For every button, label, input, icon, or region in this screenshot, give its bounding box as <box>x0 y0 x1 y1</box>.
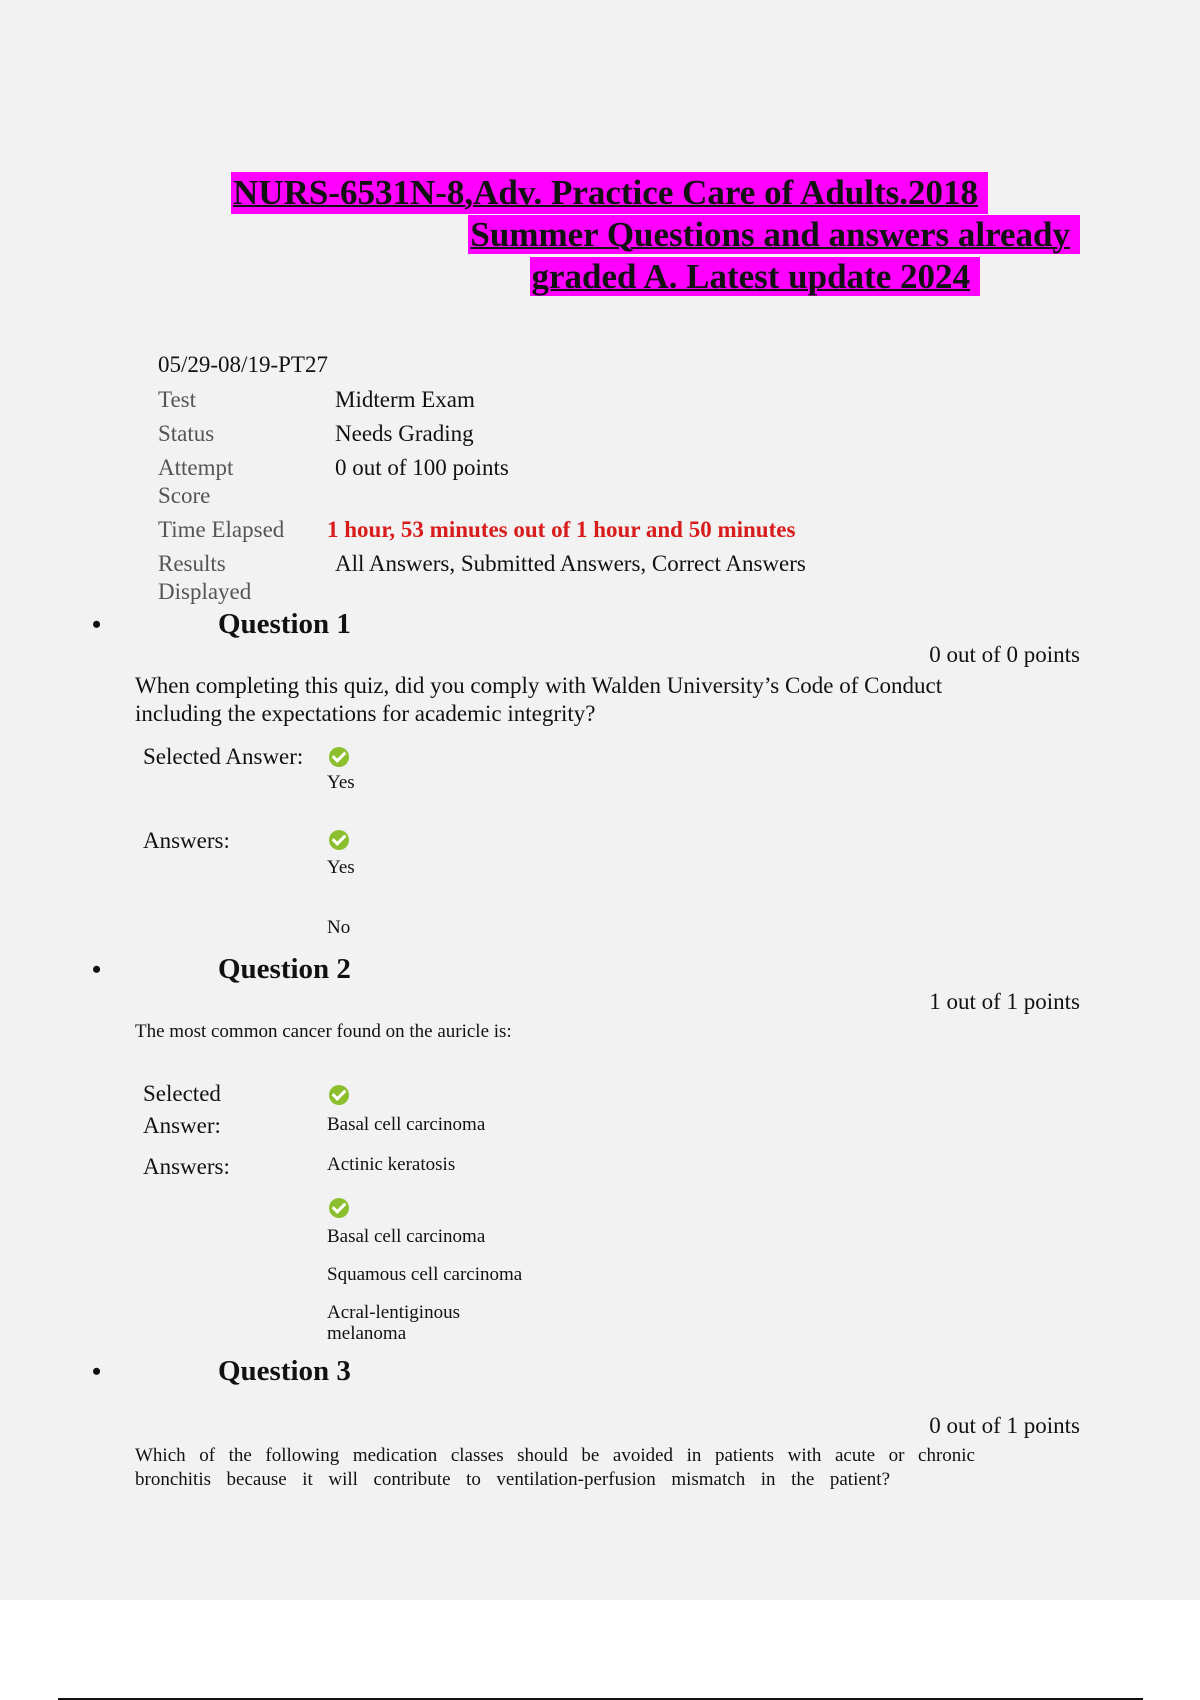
meta-results-label-2: Displayed <box>158 579 252 604</box>
question-1-points: 0 out of 0 points <box>929 642 1080 667</box>
meta-test-label: Test <box>158 387 196 412</box>
q2-selected-answer: Basal cell carcinoma <box>327 1114 486 1135</box>
check-circle-icon <box>329 1085 349 1105</box>
question-1-heading: Question 1 <box>218 608 351 640</box>
bullet-q3: • <box>92 1357 102 1386</box>
title-line-3: graded A. Latest update 2024 <box>530 257 981 296</box>
q2-answer-option-2: Basal cell carcinoma <box>327 1226 486 1247</box>
question-3-text-line-2: bronchitis because it will contribute to ventilation-perfusion mismatch in the patient? <box>135 1469 890 1490</box>
meta-results-value: All Answers, Submitted Answers, Correct Answers <box>335 551 806 576</box>
meta-time-label: Time Elapsed <box>158 517 285 542</box>
title-line-1: NURS-6531N-8,Adv. Practice Care of Adults.2018 <box>231 172 988 214</box>
q2-answer-option-1: Actinic keratosis <box>327 1154 456 1175</box>
meta-status-value: Needs Grading <box>335 421 474 446</box>
document-title <box>180 172 1080 298</box>
question-3-heading: Question 3 <box>218 1355 351 1387</box>
check-circle-icon <box>329 830 349 850</box>
meta-attempt-label-1: Attempt <box>158 455 234 480</box>
check-circle-icon <box>329 747 349 767</box>
q1-selected-answer: Yes <box>327 772 355 793</box>
q1-answer-option-1: Yes <box>327 857 355 878</box>
check-circle-icon <box>329 1198 349 1218</box>
question-3-points: 0 out of 1 points <box>929 1413 1080 1438</box>
q1-answer-option-2: No <box>327 917 351 938</box>
q2-selected-label-2: Answer: <box>143 1113 221 1138</box>
meta-test-value: Midterm Exam <box>335 387 475 412</box>
q2-selected-answer-label <box>143 1078 221 1142</box>
meta-results-label-1: Results <box>158 551 226 576</box>
meta-attempt-value: 0 out of 100 points <box>335 455 509 480</box>
title-line-2: Summer Questions and answers already <box>468 215 1080 254</box>
meta-status-label: Status <box>158 421 215 446</box>
bullet-q2: • <box>92 955 102 984</box>
q2-selected-label-1: Selected <box>143 1081 221 1106</box>
meta-time-value: 1 hour, 53 minutes out of 1 hour and 50 minutes <box>327 517 796 542</box>
meta-attempt-label-2: Score <box>158 483 211 508</box>
course-code: 05/29-08/19-PT27 <box>158 352 328 377</box>
question-1-text: When completing this quiz, did you comply with Walden University’s Code of Conduct including the expectations for academic integrity? <box>135 673 943 726</box>
q1-selected-answer-label: Selected Answer: <box>143 744 304 769</box>
q2-answer-option-3: Squamous cell carcinoma <box>327 1264 523 1285</box>
question-2-text: The most common cancer found on the auricle is: <box>135 1021 512 1042</box>
question-3-text-line-1: Which of the following medication classes should be avoided in patients with acute or chronic <box>135 1445 975 1466</box>
meta-attempt-label <box>158 454 318 510</box>
meta-results-label <box>158 550 318 606</box>
question-2-points: 1 out of 1 points <box>929 989 1080 1014</box>
q1-answers-label: Answers: <box>143 828 230 853</box>
q2-answer-option-4: Acral-lentiginous melanoma <box>327 1302 460 1344</box>
q2-answers-label: Answers: <box>143 1154 230 1179</box>
question-2-heading: Question 2 <box>218 953 351 985</box>
bullet-q1: • <box>92 610 102 639</box>
